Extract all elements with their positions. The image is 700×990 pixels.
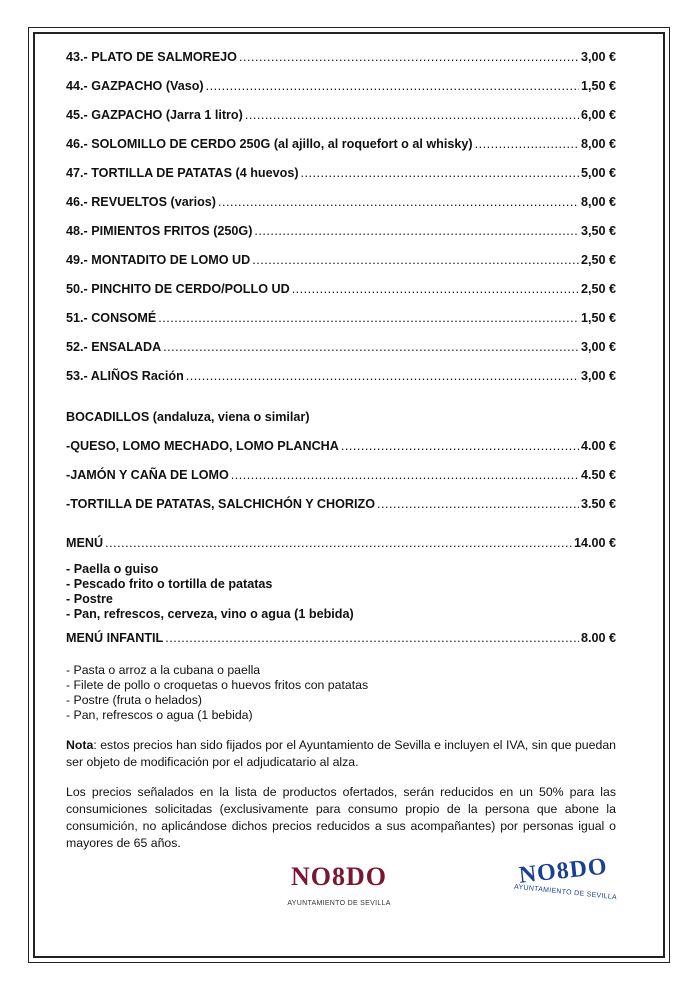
discount-paragraph: Los precios señalados en la lista de productos ofertados, serán reducidos en un 50% para las consumiciones solicitadas (exclusivamente para consumo propio de la persona que abone la consumición, no aplicándose dichos precios reducidos a sus acompañantes) por personas igual o mayores de 65 años. xyxy=(66,785,616,850)
logo-ayuntamiento-left xyxy=(284,862,394,922)
menu-item-price: 5,00 € xyxy=(580,166,616,180)
menu-item-label: 46.- REVUELTOS (varios) xyxy=(66,195,216,209)
menu-item-price: 2,50 € xyxy=(580,282,616,296)
menu-item-label: 52.- ENSALADA xyxy=(66,340,162,354)
menu-item xyxy=(66,224,616,253)
menu-item xyxy=(66,166,616,195)
bocadillo-item xyxy=(66,468,616,497)
menu-item-price: 1,50 € xyxy=(580,311,616,325)
menu-items xyxy=(66,50,616,398)
menu-item-label: 48.- PIMIENTOS FRITOS (250G) xyxy=(66,224,253,238)
bocadillo-item-label: -TORTILLA DE PATATAS, SALCHICHÓN Y CHORIZO xyxy=(66,497,376,511)
logo-right-caption: AYUNTAMIENTO DE SEVILLA xyxy=(513,883,618,902)
menu-item-price: 1,50 € xyxy=(580,79,616,93)
menu-item-price: 3,00 € xyxy=(580,369,616,383)
bocadillo-item xyxy=(66,497,616,526)
bocadillo-item-price: 3.50 € xyxy=(580,497,616,511)
menu-item-label: 49.- MONTADITO DE LOMO UD xyxy=(66,253,251,267)
menu-item xyxy=(66,282,616,311)
menu-item-price: 2,50 € xyxy=(580,253,616,267)
menu-item xyxy=(66,79,616,108)
bocadillos-items xyxy=(66,439,616,526)
menu-list-item: - Pescado frito o tortilla de patatas xyxy=(66,577,273,591)
menu-item-price: 6,00 € xyxy=(580,108,616,122)
menu-item-price: 3,50 € xyxy=(580,224,616,238)
menu-item-price: 8,00 € xyxy=(580,195,616,209)
menu-item-label: 47.- TORTILLA DE PATATAS (4 huevos) xyxy=(66,166,299,180)
menu-item-label: 53.- ALIÑOS Ración xyxy=(66,369,184,383)
bocadillo-item-label: -JAMÓN Y CAÑA DE LOMO xyxy=(66,468,229,482)
menu-item-price: 3,00 € xyxy=(580,50,616,64)
nota-paragraph xyxy=(66,737,616,771)
menu-item xyxy=(66,108,616,137)
menu-item-label: 46.- SOLOMILLO DE CERDO 250G (al ajillo, al roquefort o al whisky) xyxy=(66,137,473,151)
menu-infantil-line xyxy=(66,631,616,660)
logo-left-caption: AYUNTAMIENTO DE SEVILLA xyxy=(287,900,391,907)
menu-item xyxy=(66,369,616,398)
bocadillo-item-price: 4.00 € xyxy=(580,439,616,453)
menu-infantil-price: 8.00 € xyxy=(580,631,616,645)
bocadillo-item-price: 4.50 € xyxy=(580,468,616,482)
menu-list-item: - Pan, refrescos, cerveza, vino o agua (1 bebida) xyxy=(66,607,354,621)
menu-item xyxy=(66,137,616,166)
menu-infantil-list-item: - Filete de pollo o croquetas o huevos fritos con patatas xyxy=(66,678,369,692)
bocadillos-title: BOCADILLOS (andaluza, viena o similar) xyxy=(66,410,310,424)
nota-label: Nota xyxy=(66,738,94,752)
menu-item-label: 50.- PINCHITO DE CERDO/POLLO UD xyxy=(66,282,290,296)
menu-infantil-list-item: - Pasta o arroz a la cubana o paella xyxy=(66,663,261,677)
menu-item xyxy=(66,253,616,282)
menu-list-item: - Postre xyxy=(66,592,113,606)
menu-item xyxy=(66,50,616,79)
menu-infantil-label: MENÚ INFANTIL xyxy=(66,631,164,645)
menu-item-label: 51.- CONSOMÉ xyxy=(66,311,157,325)
logo-right-word: NO8DO xyxy=(517,853,609,889)
menu-item xyxy=(66,195,616,224)
menu-contents xyxy=(66,562,616,622)
menu-item xyxy=(66,340,616,369)
menu-item-label: 44.- GAZPACHO (Vaso) xyxy=(66,79,204,93)
menu-label: MENÚ xyxy=(66,536,104,550)
menu-item-price: 8,00 € xyxy=(580,137,616,151)
price-list xyxy=(66,50,616,852)
menu-item-price: 3,00 € xyxy=(580,340,616,354)
logo-ayuntamiento-right xyxy=(502,852,628,924)
bocadillo-item-label: -QUESO, LOMO MECHADO, LOMO PLANCHA xyxy=(66,439,339,453)
menu-item-label: 43.- PLATO DE SALMOREJO xyxy=(66,50,237,64)
menu-line xyxy=(66,536,616,565)
bocadillo-item xyxy=(66,439,616,468)
menu-infantil-contents xyxy=(66,663,616,723)
menu-list-item: - Paella o guiso xyxy=(66,562,159,576)
nota-text: : estos precios han sido fijados por el Ayuntamiento de Sevilla e incluyen el IVA, sin que puedan ser objeto de modificación por el adjudicatario al alza. xyxy=(66,738,616,769)
menu-infantil-list-item: - Pan, refrescos o agua (1 bebida) xyxy=(66,708,253,722)
logo-left-word: NO8DO xyxy=(291,862,387,891)
menu-item xyxy=(66,311,616,340)
menu-item-label: 45.- GAZPACHO (Jarra 1 litro) xyxy=(66,108,243,122)
menu-infantil-list-item: - Postre (fruta o helados) xyxy=(66,693,203,707)
menu-price: 14.00 € xyxy=(573,536,616,550)
